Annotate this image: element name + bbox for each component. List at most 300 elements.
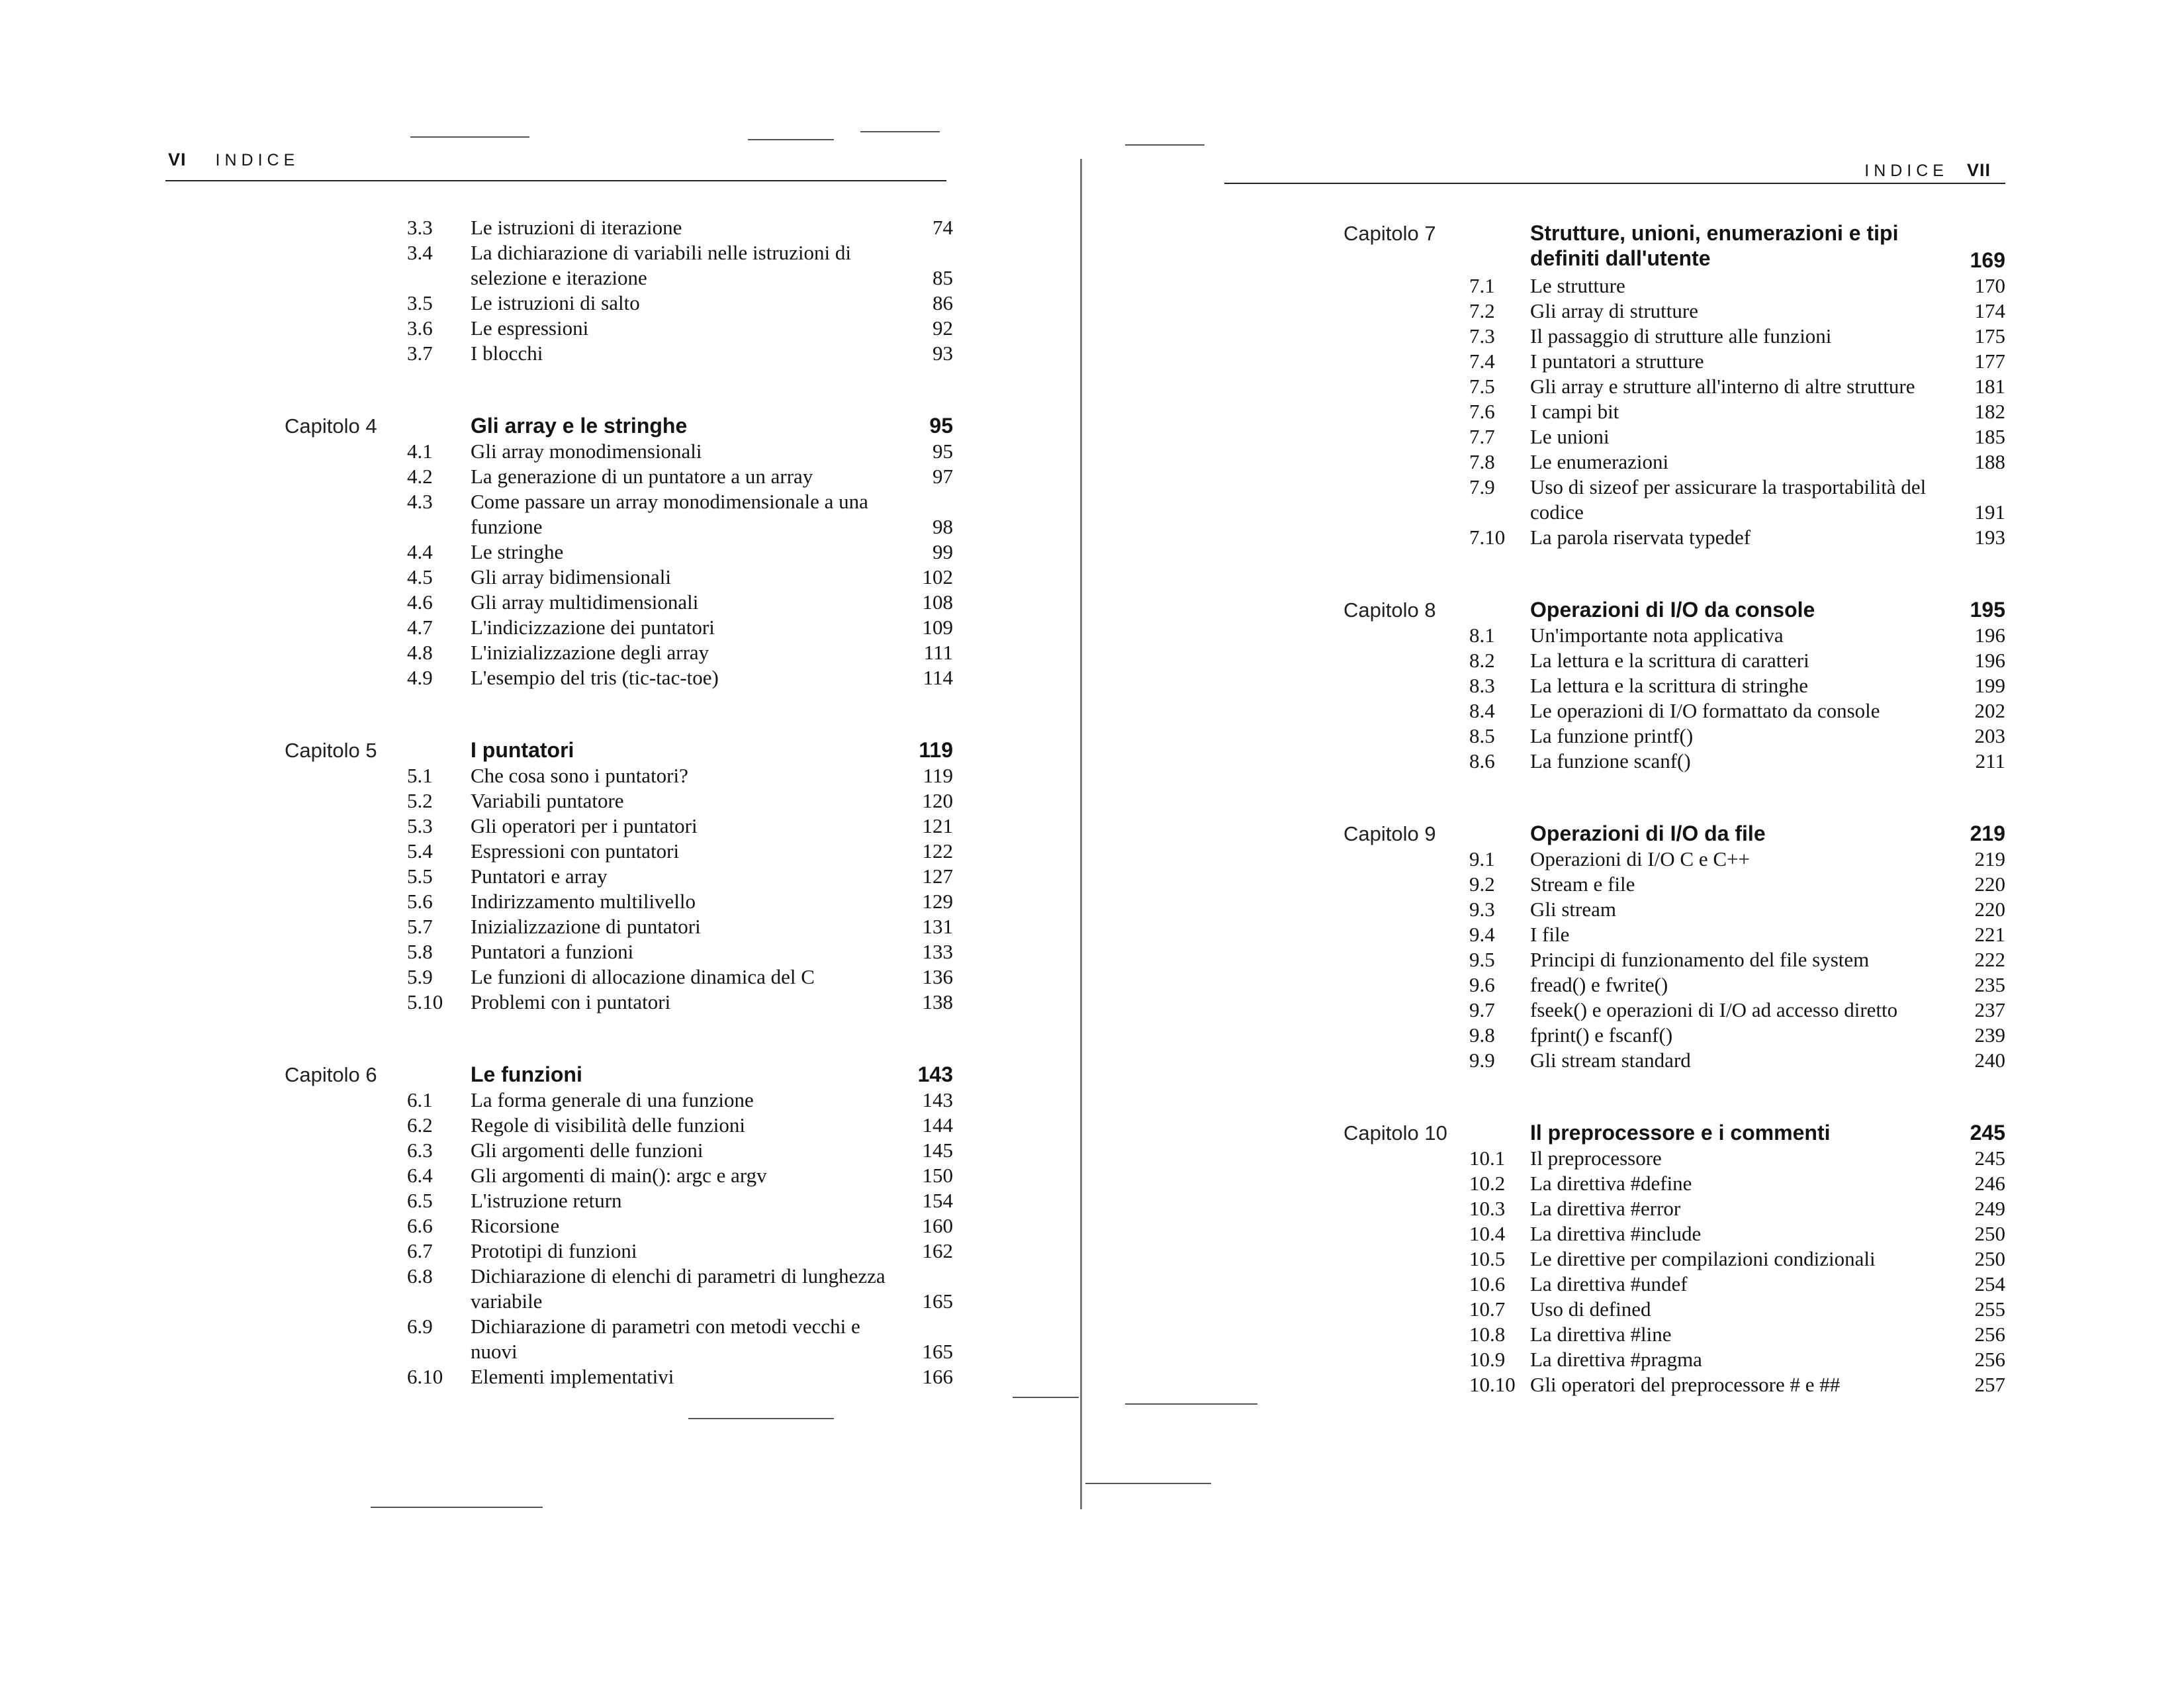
section-page-number: 108 bbox=[922, 590, 953, 614]
section-title: Gli stream standard bbox=[1530, 1049, 1691, 1072]
chapter-label: Capitolo 8 bbox=[1343, 598, 1436, 622]
section-number: 9.1 bbox=[1469, 847, 1495, 870]
right-header-title: INDICE bbox=[1864, 162, 1948, 180]
section-page-number: 122 bbox=[922, 839, 953, 863]
section-number: 5.5 bbox=[407, 865, 433, 888]
section-page-number: 92 bbox=[933, 316, 953, 340]
section-number: 8.2 bbox=[1469, 649, 1495, 672]
scan-mark bbox=[1125, 1403, 1257, 1405]
section-page-number: 99 bbox=[933, 540, 953, 563]
section-page-number: 97 bbox=[933, 465, 953, 488]
toc-entry[interactable] bbox=[265, 1314, 953, 1364]
right-header-rule bbox=[1224, 183, 2005, 184]
chapter-page-number: 195 bbox=[1970, 598, 2005, 622]
section-number: 8.4 bbox=[1469, 699, 1495, 722]
section-title: L'inizializzazione degli array bbox=[471, 641, 709, 664]
toc-entry[interactable] bbox=[1291, 1272, 2005, 1297]
section-number: 8.3 bbox=[1469, 674, 1495, 697]
section-title: Il preprocessore bbox=[1530, 1147, 1662, 1170]
toc-entry[interactable] bbox=[1291, 698, 2005, 724]
section-page-number: 109 bbox=[922, 616, 953, 639]
section-title: L'esempio del tris (tic-tac-toe) bbox=[471, 666, 719, 689]
toc-entry[interactable] bbox=[1291, 475, 2005, 525]
section-number: 5.7 bbox=[407, 915, 433, 938]
section-title: La funzione scanf() bbox=[1530, 749, 1691, 773]
section-number: 8.5 bbox=[1469, 724, 1495, 747]
section-number: 5.9 bbox=[407, 965, 433, 988]
section-title: La forma generale di una funzione bbox=[471, 1088, 754, 1111]
left-toc bbox=[265, 215, 953, 1389]
section-page-number: 165 bbox=[922, 1340, 953, 1363]
toc-entry[interactable] bbox=[265, 990, 953, 1015]
section-page-number: 199 bbox=[1974, 674, 2005, 697]
section-number: 3.7 bbox=[407, 342, 433, 365]
right-running-header bbox=[1864, 160, 1991, 181]
section-number: 4.9 bbox=[407, 666, 433, 689]
toc-entry[interactable] bbox=[265, 1264, 953, 1314]
section-title: Gli argomenti di main(): argc e argv bbox=[471, 1164, 767, 1187]
section-page-number: 246 bbox=[1974, 1172, 2005, 1195]
toc-entry[interactable] bbox=[1291, 299, 2005, 324]
right-page-number: VII bbox=[1966, 160, 1991, 180]
section-page-number: 175 bbox=[1974, 324, 2005, 348]
toc-entry[interactable] bbox=[1291, 399, 2005, 424]
section-number: 6.2 bbox=[407, 1113, 433, 1137]
section-number: 10.3 bbox=[1469, 1197, 1506, 1220]
section-number: 3.5 bbox=[407, 291, 433, 314]
section-number: 7.6 bbox=[1469, 400, 1495, 423]
left-header-title: INDICE bbox=[215, 151, 300, 169]
chapter-heading bbox=[1291, 820, 2005, 847]
section-number: 9.5 bbox=[1469, 948, 1495, 971]
toc-entry[interactable] bbox=[1291, 1146, 2005, 1171]
toc-entry[interactable] bbox=[1291, 673, 2005, 698]
section-title: Le istruzioni di salto bbox=[471, 291, 640, 314]
section-title: L'istruzione return bbox=[471, 1189, 622, 1212]
section-title: Regole di visibilità delle funzioni bbox=[471, 1113, 745, 1137]
chapter-title: Strutture, unioni, enumerazioni e tipi definiti dall'utente bbox=[1530, 221, 1899, 270]
section-page-number: 219 bbox=[1974, 847, 2005, 870]
toc-entry[interactable] bbox=[265, 964, 953, 990]
section-number: 5.3 bbox=[407, 814, 433, 837]
section-title: La direttiva #include bbox=[1530, 1222, 1702, 1245]
section-number: 9.2 bbox=[1469, 872, 1495, 896]
section-page-number: 144 bbox=[922, 1113, 953, 1137]
section-number: 7.4 bbox=[1469, 350, 1495, 373]
section-number: 9.3 bbox=[1469, 898, 1495, 921]
toc-entry[interactable] bbox=[1291, 872, 2005, 897]
section-number: 6.1 bbox=[407, 1088, 433, 1111]
chapter-title: Operazioni di I/O da console bbox=[1530, 598, 1815, 622]
section-title: Uso di defined bbox=[1530, 1297, 1651, 1321]
toc-entry[interactable] bbox=[1291, 724, 2005, 749]
chapter-heading bbox=[1291, 1119, 2005, 1146]
chapter-label: Capitolo 10 bbox=[1343, 1121, 1447, 1145]
section-number: 10.7 bbox=[1469, 1297, 1506, 1321]
section-title: I puntatori a strutture bbox=[1530, 350, 1704, 373]
toc-entry[interactable] bbox=[1291, 1171, 2005, 1196]
section-title: Le enumerazioni bbox=[1530, 450, 1669, 473]
section-number: 9.9 bbox=[1469, 1049, 1495, 1072]
section-title: fprint() e fscanf() bbox=[1530, 1023, 1673, 1047]
section-title: Il passaggio di strutture alle funzioni bbox=[1530, 324, 1832, 348]
section-number: 4.6 bbox=[407, 590, 433, 614]
section-title: Problemi con i puntatori bbox=[471, 990, 671, 1013]
section-title: Gli array bidimensionali bbox=[471, 565, 672, 588]
toc-entry[interactable] bbox=[1291, 947, 2005, 972]
chapter-title: Le funzioni bbox=[471, 1062, 582, 1086]
section-title: I campi bit bbox=[1530, 400, 1619, 423]
toc-entry[interactable] bbox=[265, 1364, 953, 1389]
chapter-page-number: 143 bbox=[917, 1062, 953, 1086]
section-title: La funzione printf() bbox=[1530, 724, 1694, 747]
toc-entry[interactable] bbox=[265, 240, 953, 291]
chapter-heading bbox=[1291, 596, 2005, 623]
section-page-number: 102 bbox=[922, 565, 953, 588]
section-page-number: 202 bbox=[1974, 699, 2005, 722]
section-number: 7.5 bbox=[1469, 375, 1495, 398]
toc-entry[interactable] bbox=[265, 1138, 953, 1163]
section-page-number: 191 bbox=[1974, 500, 2005, 524]
section-page-number: 120 bbox=[922, 789, 953, 812]
toc-entry[interactable] bbox=[1291, 1023, 2005, 1048]
section-number: 10.8 bbox=[1469, 1323, 1506, 1346]
toc-entry[interactable] bbox=[265, 291, 953, 316]
section-page-number: 239 bbox=[1974, 1023, 2005, 1047]
section-page-number: 150 bbox=[922, 1164, 953, 1187]
toc-entry[interactable] bbox=[1291, 648, 2005, 673]
section-title: La lettura e la scrittura di stringhe bbox=[1530, 674, 1809, 697]
chapter-label: Capitolo 9 bbox=[1343, 822, 1436, 845]
section-page-number: 136 bbox=[922, 965, 953, 988]
toc-entry[interactable] bbox=[265, 1239, 953, 1264]
section-number: 4.1 bbox=[407, 440, 433, 463]
toc-entry[interactable] bbox=[265, 839, 953, 864]
section-page-number: 254 bbox=[1974, 1272, 2005, 1295]
section-number: 3.4 bbox=[407, 241, 433, 264]
section-number: 6.5 bbox=[407, 1189, 433, 1212]
section-title: Dichiarazione di elenchi di parametri di lunghezza variabile bbox=[471, 1264, 886, 1313]
section-page-number: 250 bbox=[1974, 1222, 2005, 1245]
toc-entry[interactable] bbox=[1291, 998, 2005, 1023]
section-page-number: 185 bbox=[1974, 425, 2005, 448]
section-title: Gli array monodimensionali bbox=[471, 440, 702, 463]
toc-entry[interactable] bbox=[1291, 324, 2005, 349]
section-title: Espressioni con puntatori bbox=[471, 839, 680, 863]
section-number: 9.6 bbox=[1469, 973, 1495, 996]
right-toc bbox=[1291, 220, 2005, 1397]
section-number: 5.6 bbox=[407, 890, 433, 913]
section-page-number: 220 bbox=[1974, 898, 2005, 921]
section-title: I blocchi bbox=[471, 342, 543, 365]
toc-entry[interactable] bbox=[265, 1163, 953, 1188]
section-page-number: 182 bbox=[1974, 400, 2005, 423]
section-number: 8.1 bbox=[1469, 624, 1495, 647]
toc-entry[interactable] bbox=[1291, 273, 2005, 299]
section-page-number: 193 bbox=[1974, 526, 2005, 549]
section-page-number: 235 bbox=[1974, 973, 2005, 996]
toc-entry[interactable] bbox=[1291, 1372, 2005, 1397]
section-number: 3.6 bbox=[407, 316, 433, 340]
toc-entry[interactable] bbox=[1291, 1322, 2005, 1347]
toc-entry[interactable] bbox=[265, 1213, 953, 1239]
section-page-number: 256 bbox=[1974, 1348, 2005, 1371]
section-page-number: 93 bbox=[933, 342, 953, 365]
section-number: 9.7 bbox=[1469, 998, 1495, 1021]
section-number: 10.9 bbox=[1469, 1348, 1506, 1371]
section-page-number: 257 bbox=[1974, 1373, 2005, 1396]
section-title: Principi di funzionamento del file system bbox=[1530, 948, 1870, 971]
section-number: 5.10 bbox=[407, 990, 443, 1013]
section-title: Elementi implementativi bbox=[471, 1365, 674, 1388]
toc-entry[interactable] bbox=[1291, 847, 2005, 872]
section-page-number: 221 bbox=[1974, 923, 2005, 946]
section-page-number: 250 bbox=[1974, 1247, 2005, 1270]
section-title: Le funzioni di allocazione dinamica del C bbox=[471, 965, 815, 988]
page-gutter bbox=[1080, 159, 1082, 1509]
chapter-heading bbox=[265, 737, 953, 763]
chapter-label: Capitolo 5 bbox=[285, 739, 377, 762]
toc-entry[interactable] bbox=[1291, 922, 2005, 947]
toc-entry[interactable] bbox=[265, 763, 953, 788]
chapter-page-number: 219 bbox=[1970, 821, 2005, 845]
chapter-title: I puntatori bbox=[471, 738, 574, 762]
section-title: Dichiarazione di parametri con metodi vecchi e nuovi bbox=[471, 1315, 860, 1363]
toc-entry[interactable] bbox=[1291, 1221, 2005, 1246]
section-title: Le operazioni di I/O formattato da console bbox=[1530, 699, 1880, 722]
section-page-number: 154 bbox=[922, 1189, 953, 1212]
section-title: Le unioni bbox=[1530, 425, 1610, 448]
section-title: La direttiva #line bbox=[1530, 1323, 1672, 1346]
section-page-number: 256 bbox=[1974, 1323, 2005, 1346]
section-page-number: 162 bbox=[922, 1239, 953, 1262]
toc-entry[interactable] bbox=[265, 316, 953, 341]
section-title: Le stringhe bbox=[471, 540, 564, 563]
section-page-number: 98 bbox=[933, 515, 953, 538]
section-title: Gli array di strutture bbox=[1530, 299, 1698, 322]
section-page-number: 111 bbox=[923, 641, 953, 664]
section-number: 7.10 bbox=[1469, 526, 1506, 549]
section-title: Le istruzioni di iterazione bbox=[471, 216, 682, 239]
toc-entry[interactable] bbox=[1291, 1297, 2005, 1322]
toc-entry[interactable] bbox=[265, 814, 953, 839]
section-number: 10.2 bbox=[1469, 1172, 1506, 1195]
scan-mark bbox=[748, 139, 834, 140]
section-page-number: 181 bbox=[1974, 375, 2005, 398]
section-number: 7.1 bbox=[1469, 274, 1495, 297]
section-title: La direttiva #pragma bbox=[1530, 1348, 1702, 1371]
section-number: 4.7 bbox=[407, 616, 433, 639]
section-title: Inizializzazione di puntatori bbox=[471, 915, 701, 938]
scan-mark bbox=[1013, 1397, 1079, 1398]
section-number: 10.4 bbox=[1469, 1222, 1506, 1245]
section-number: 8.6 bbox=[1469, 749, 1495, 773]
section-number: 7.8 bbox=[1469, 450, 1495, 473]
section-page-number: 196 bbox=[1974, 649, 2005, 672]
toc-entry[interactable] bbox=[1291, 972, 2005, 998]
section-title: Che cosa sono i puntatori? bbox=[471, 764, 688, 787]
section-number: 5.1 bbox=[407, 764, 433, 787]
toc-entry[interactable] bbox=[1291, 897, 2005, 922]
section-title: fseek() e operazioni di I/O ad accesso diretto bbox=[1530, 998, 1898, 1021]
section-number: 4.3 bbox=[407, 490, 433, 513]
section-number: 4.5 bbox=[407, 565, 433, 588]
section-number: 7.9 bbox=[1469, 475, 1495, 498]
section-page-number: 249 bbox=[1974, 1197, 2005, 1220]
toc-entry[interactable] bbox=[265, 439, 953, 464]
toc-entry[interactable] bbox=[1291, 749, 2005, 774]
toc-entry[interactable] bbox=[265, 1088, 953, 1113]
chapter-heading bbox=[265, 1061, 953, 1088]
section-title: Come passare un array monodimensionale a una funzione bbox=[471, 490, 868, 538]
section-title: Variabili puntatore bbox=[471, 789, 624, 812]
section-number: 7.2 bbox=[1469, 299, 1495, 322]
scan-mark bbox=[688, 1418, 834, 1419]
section-number: 6.4 bbox=[407, 1164, 433, 1187]
section-page-number: 240 bbox=[1974, 1049, 2005, 1072]
scan-mark bbox=[410, 136, 529, 138]
section-title: Uso di sizeof per assicurare la trasportabilità del codice bbox=[1530, 475, 1927, 524]
scan-mark bbox=[1125, 144, 1205, 146]
toc-entry[interactable] bbox=[265, 914, 953, 939]
section-page-number: 170 bbox=[1974, 274, 2005, 297]
toc-entry[interactable] bbox=[1291, 1246, 2005, 1272]
section-page-number: 165 bbox=[922, 1289, 953, 1313]
toc-entry[interactable] bbox=[265, 590, 953, 615]
toc-entry[interactable] bbox=[265, 215, 953, 240]
section-number: 9.4 bbox=[1469, 923, 1495, 946]
left-running-header bbox=[168, 150, 299, 170]
section-title: Stream e file bbox=[1530, 872, 1635, 896]
chapter-label: Capitolo 4 bbox=[285, 414, 377, 438]
section-title: Le strutture bbox=[1530, 274, 1625, 297]
scan-mark bbox=[1085, 1483, 1211, 1484]
toc-entry[interactable] bbox=[265, 1188, 953, 1213]
section-number: 9.8 bbox=[1469, 1023, 1495, 1047]
section-title: La direttiva #define bbox=[1530, 1172, 1692, 1195]
section-page-number: 222 bbox=[1974, 948, 2005, 971]
section-number: 6.6 bbox=[407, 1214, 433, 1237]
section-page-number: 121 bbox=[922, 814, 953, 837]
section-page-number: 114 bbox=[923, 666, 953, 689]
section-number: 4.2 bbox=[407, 465, 433, 488]
toc-entry[interactable] bbox=[265, 565, 953, 590]
section-page-number: 95 bbox=[933, 440, 953, 463]
toc-entry[interactable] bbox=[265, 640, 953, 665]
section-page-number: 133 bbox=[922, 940, 953, 963]
section-number: 7.7 bbox=[1469, 425, 1495, 448]
chapter-label: Capitolo 7 bbox=[1343, 222, 1436, 245]
toc-entry[interactable] bbox=[1291, 1347, 2005, 1372]
section-title: Un'importante nota applicativa bbox=[1530, 624, 1784, 647]
left-header-rule bbox=[165, 180, 946, 181]
section-title: Gli argomenti delle funzioni bbox=[471, 1139, 704, 1162]
toc-entry[interactable] bbox=[1291, 374, 2005, 399]
section-title: Le direttive per compilazioni condizionali bbox=[1530, 1247, 1876, 1270]
section-number: 7.3 bbox=[1469, 324, 1495, 348]
toc-entry[interactable] bbox=[265, 864, 953, 889]
chapter-page-number: 169 bbox=[1970, 248, 2005, 272]
section-page-number: 131 bbox=[922, 915, 953, 938]
section-number: 4.4 bbox=[407, 540, 433, 563]
chapter-page-number: 95 bbox=[929, 414, 953, 438]
toc-entry[interactable] bbox=[265, 489, 953, 539]
toc-entry[interactable] bbox=[265, 615, 953, 640]
section-page-number: 85 bbox=[933, 266, 953, 289]
toc-entry[interactable] bbox=[265, 889, 953, 914]
section-number: 5.8 bbox=[407, 940, 433, 963]
toc-entry[interactable] bbox=[265, 1113, 953, 1138]
section-page-number: 255 bbox=[1974, 1297, 2005, 1321]
section-page-number: 145 bbox=[922, 1139, 953, 1162]
toc-entry[interactable] bbox=[1291, 525, 2005, 550]
scan-mark bbox=[860, 131, 940, 132]
toc-entry[interactable] bbox=[265, 788, 953, 814]
toc-entry[interactable] bbox=[1291, 623, 2005, 648]
section-title: La dichiarazione di variabili nelle istruzioni di selezione e iterazione bbox=[471, 241, 852, 289]
section-page-number: 143 bbox=[922, 1088, 953, 1111]
section-page-number: 86 bbox=[933, 291, 953, 314]
section-number: 10.5 bbox=[1469, 1247, 1506, 1270]
section-page-number: 119 bbox=[923, 764, 953, 787]
section-number: 3.3 bbox=[407, 216, 433, 239]
section-title: Gli operatori del preprocessore # e ## bbox=[1530, 1373, 1841, 1396]
section-number: 6.9 bbox=[407, 1315, 433, 1338]
chapter-title: Operazioni di I/O da file bbox=[1530, 821, 1766, 845]
left-page-number: VI bbox=[168, 150, 187, 169]
toc-entry[interactable] bbox=[265, 539, 953, 565]
toc-entry[interactable] bbox=[1291, 349, 2005, 374]
section-page-number: 74 bbox=[933, 216, 953, 239]
chapter-heading bbox=[265, 412, 953, 439]
section-title: Gli stream bbox=[1530, 898, 1616, 921]
toc-entry[interactable] bbox=[265, 939, 953, 964]
section-title: Le espressioni bbox=[471, 316, 589, 340]
section-title: Prototipi di funzioni bbox=[471, 1239, 637, 1262]
toc-entry[interactable] bbox=[265, 464, 953, 489]
toc-entry[interactable] bbox=[1291, 424, 2005, 449]
section-title: La lettura e la scrittura di caratteri bbox=[1530, 649, 1809, 672]
section-number: 5.2 bbox=[407, 789, 433, 812]
section-page-number: 177 bbox=[1974, 350, 2005, 373]
section-title: Operazioni di I/O C e C++ bbox=[1530, 847, 1750, 870]
chapter-page-number: 245 bbox=[1970, 1121, 2005, 1145]
section-number: 6.8 bbox=[407, 1264, 433, 1288]
toc-entry[interactable] bbox=[1291, 449, 2005, 475]
section-number: 4.8 bbox=[407, 641, 433, 664]
left-page bbox=[0, 0, 1085, 1688]
section-number: 6.7 bbox=[407, 1239, 433, 1262]
section-title: La direttiva #undef bbox=[1530, 1272, 1688, 1295]
section-number: 6.10 bbox=[407, 1365, 443, 1388]
section-title: fread() e fwrite() bbox=[1530, 973, 1668, 996]
section-page-number: 188 bbox=[1974, 450, 2005, 473]
section-title: La generazione di un puntatore a un array bbox=[471, 465, 813, 488]
toc-entry[interactable] bbox=[1291, 1196, 2005, 1221]
toc-entry[interactable] bbox=[265, 341, 953, 366]
section-title: L'indicizzazione dei puntatori bbox=[471, 616, 715, 639]
section-page-number: 160 bbox=[922, 1214, 953, 1237]
section-number: 5.4 bbox=[407, 839, 433, 863]
section-number: 10.6 bbox=[1469, 1272, 1506, 1295]
section-title: Ricorsione bbox=[471, 1214, 560, 1237]
toc-entry[interactable] bbox=[1291, 1048, 2005, 1073]
section-title: La parola riservata typedef bbox=[1530, 526, 1751, 549]
section-title: La direttiva #error bbox=[1530, 1197, 1681, 1220]
toc-entry[interactable] bbox=[265, 665, 953, 690]
section-page-number: 245 bbox=[1974, 1147, 2005, 1170]
section-title: Gli array multidimensionali bbox=[471, 590, 699, 614]
